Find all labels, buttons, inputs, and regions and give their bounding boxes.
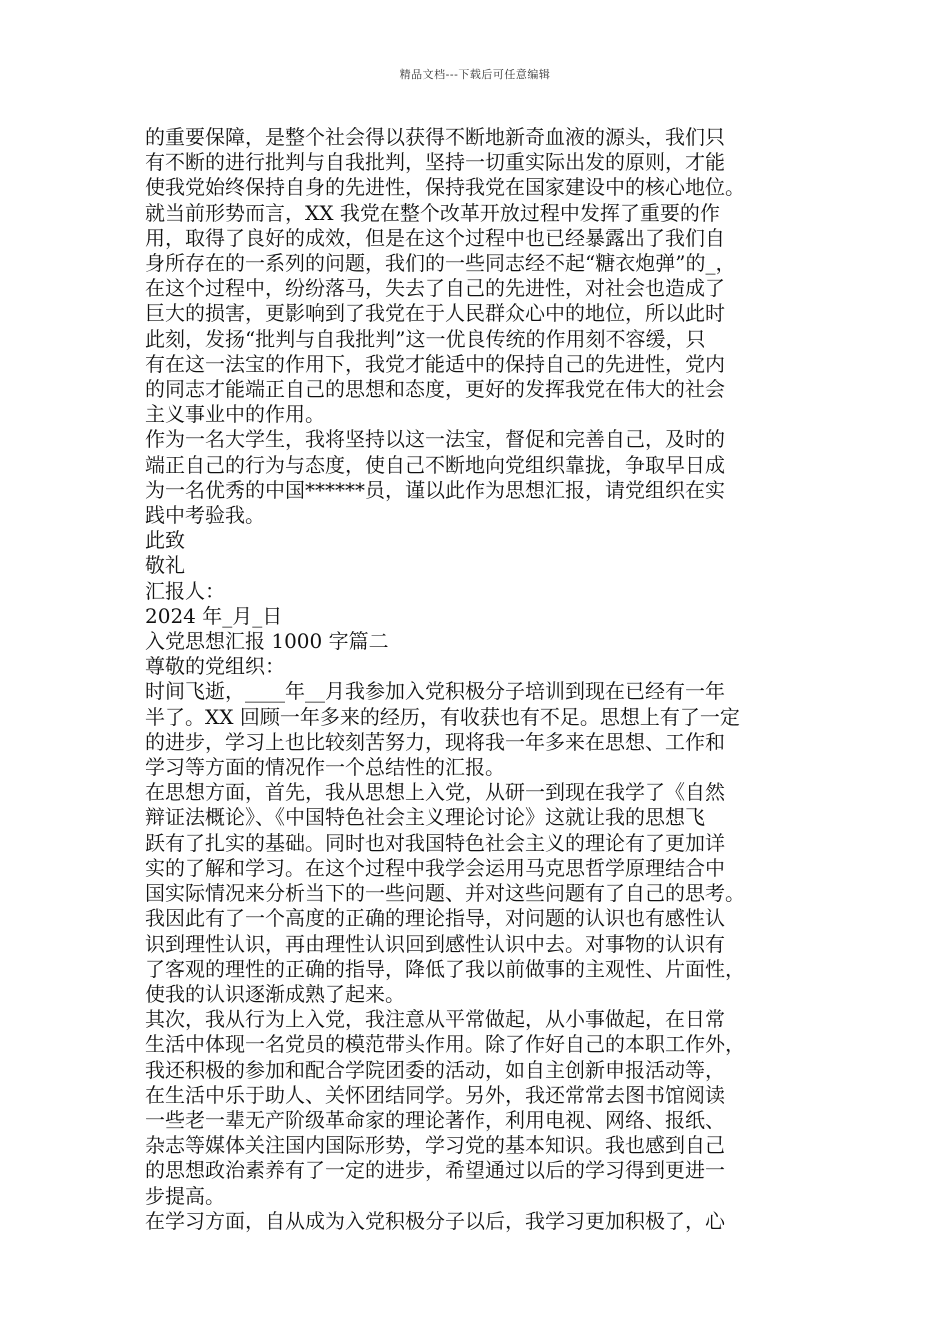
text-line: 一些老一辈无产阶级革命家的理论著作，利用电视、网络、报纸、: [145, 1107, 725, 1132]
text-line: 时间飞逝，____年__月我参加入党积极分子培训到现在已经有一年: [145, 679, 725, 704]
text-line: 为一名优秀的中国******员，谨以此作为思想汇报，请党组织在实: [145, 477, 725, 502]
text-line: 跃有了扎实的基础。同时也对我国特色社会主义的理论有了更加详: [145, 830, 725, 855]
text-line: 实的了解和学习。在这个过程中我学会运用马克思哲学原理结合中: [145, 855, 725, 880]
text-line: 识到理性认识，再由理性认识回到感性认识中去。对事物的认识有: [145, 931, 725, 956]
text-line: 的进步，学习上也比较刻苦努力，现将我一年多来在思想、工作和: [145, 729, 725, 754]
text-line: 辩证法概论》、《中国特色社会主义理论讨论》这就让我的思想飞: [145, 805, 705, 830]
text-line: 有在这一法宝的作用下，我党才能适中的保持自己的先进性，党内: [145, 351, 725, 376]
text-line: 作为一名大学生，我将坚持以这一法宝，督促和完善自己，及时的: [145, 427, 725, 452]
text-line: 巨大的损害，更影响到了我党在于人民群众心中的地位，所以此时: [145, 301, 725, 326]
text-line: 在这个过程中，纷纷落马，失去了自己的先进性，对社会也造成了: [145, 276, 725, 301]
text-line: 汇报人：: [145, 578, 225, 603]
text-line: 有不断的进行批判与自我批判，坚持一切重实际出发的原则，才能: [145, 150, 725, 175]
text-line: 主义事业中的作用。: [145, 402, 325, 427]
document-body: [145, 125, 825, 1234]
text-line: 端正自己的行为与态度，使自己不断地向党组织靠拢，争取早日成: [145, 452, 725, 477]
text-line: 我还积极的参加和配合学院团委的活动，如自主创新申报活动等，: [145, 1057, 725, 1082]
text-line: 的重要保障，是整个社会得以获得不断地新奇血液的源头，我们只: [145, 125, 725, 149]
text-line: 生活中体现一名党员的模范带头作用。除了作好自己的本职工作外，: [145, 1032, 745, 1057]
text-line: 其次，我从行为上入党，我注意从平常做起，从小事做起，在日常: [145, 1007, 725, 1032]
text-line: 此刻，发扬“批判与自我批判”这一优良传统的作用刻不容缓，只: [145, 326, 706, 351]
text-line: 入党思想汇报 1000 字篇二: [145, 629, 389, 654]
text-line: 就当前形势而言，XX 我党在整个改革开放过程中发挥了重要的作: [145, 200, 720, 225]
text-line: 步提高。: [145, 1183, 225, 1208]
text-line: 使我的认识逐渐成熟了起来。: [145, 981, 405, 1006]
text-line: 此致: [145, 528, 185, 553]
text-line: 使我党始终保持自身的先进性，保持我党在国家建设中的核心地位。: [145, 175, 745, 200]
text-line: 尊敬的党组织：: [145, 654, 285, 679]
text-line: 在学习方面，自从成为入党积极分子以后，我学习更加积极了，心: [145, 1208, 725, 1233]
text-line: 2024 年_月_日: [145, 603, 283, 628]
text-line: 身所存在的一系列的问题，我们的一些同志经不起“糖衣炮弹”的_，: [145, 251, 736, 276]
text-line: 在生活中乐于助人、关怀团结同学。另外，我还常常去图书馆阅读: [145, 1082, 725, 1107]
text-line: 杂志等媒体关注国内国际形势，学习党的基本知识。我也感到自己: [145, 1133, 725, 1158]
text-line: 敬礼: [145, 553, 185, 578]
text-line: 国实际情况来分析当下的一些问题、并对这些问题有了自己的思考。: [145, 881, 745, 906]
text-line: 了客观的理性的正确的指导，降低了我以前做事的主观性、片面性，: [145, 956, 745, 981]
text-line: 半了。XX 回顾一年多来的经历，有收获也有不足。思想上有了一定: [145, 704, 740, 729]
text-line: 的同志才能端正自己的思想和态度，更好的发挥我党在伟大的社会: [145, 377, 725, 402]
page-header: 精品文档---下载后可任意编辑: [399, 68, 551, 81]
text-line: 在思想方面，首先，我从思想上入党，从研一到现在我学了《自然: [145, 780, 725, 805]
text-line: 学习等方面的情况作一个总结性的汇报。: [145, 755, 505, 780]
text-line: 我因此有了一个高度的正确的理论指导，对问题的认识也有感性认: [145, 906, 725, 931]
text-line: 用，取得了良好的成效，但是在这个过程中也已经暴露出了我们自: [145, 225, 725, 250]
text-line: 的思想政治素养有了一定的进步，希望通过以后的学习得到更进一: [145, 1158, 725, 1183]
text-line: 践中考验我。: [145, 503, 265, 528]
